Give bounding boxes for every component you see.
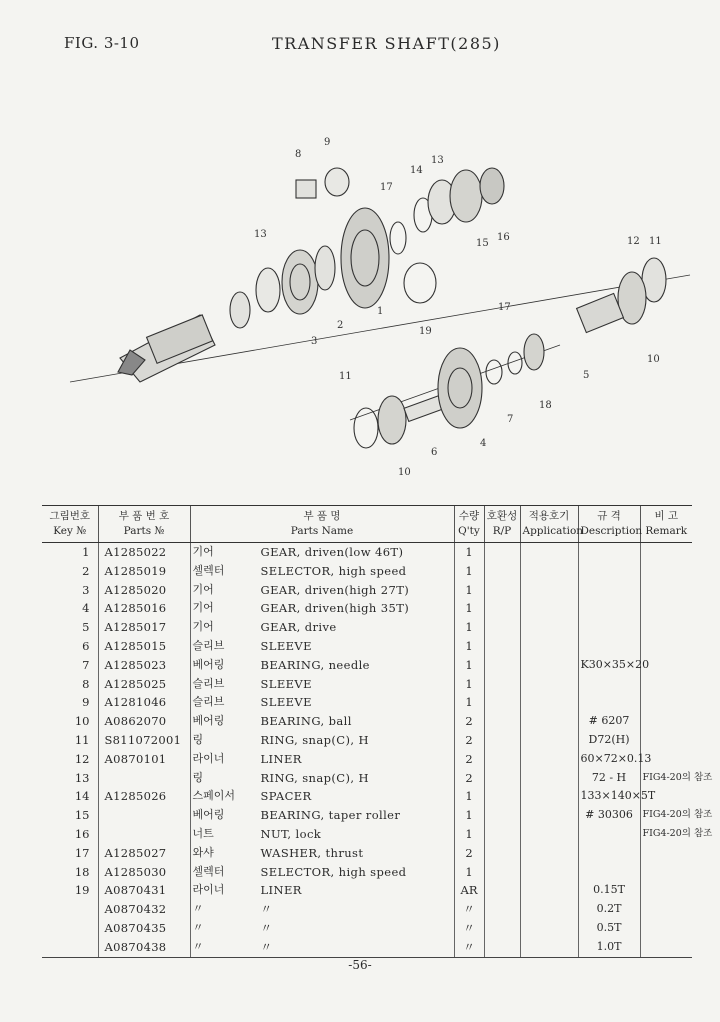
description-cell: 72 - H	[578, 769, 640, 788]
header-key: 그림번호 Key №	[42, 506, 98, 543]
korean-name: 너트	[192, 826, 214, 840]
callout-11: 11	[649, 236, 662, 247]
callout-18: 18	[539, 400, 552, 411]
part-number-cell: A0870431	[98, 881, 190, 900]
table-row	[42, 825, 692, 844]
rp-cell	[484, 881, 520, 900]
name-cell	[190, 769, 454, 788]
description-cell	[578, 693, 640, 712]
application-cell	[520, 806, 578, 825]
application-cell	[520, 656, 578, 675]
rp-cell	[484, 675, 520, 694]
table-row	[42, 543, 692, 562]
name-cell	[190, 562, 454, 581]
remark-cell	[640, 599, 692, 618]
callout-6: 6	[431, 447, 438, 458]
table-row	[42, 938, 692, 957]
korean-name: 링	[192, 732, 204, 746]
callout-12: 12	[627, 236, 640, 247]
table-row	[42, 693, 692, 712]
key-cell: 17	[74, 845, 90, 860]
name-cell	[190, 693, 454, 712]
english-name: 〃	[260, 902, 273, 917]
application-cell	[520, 693, 578, 712]
table-row	[42, 599, 692, 618]
key-cell: 3	[82, 582, 90, 597]
part-number-cell: A1285017	[98, 618, 190, 637]
part-number-cell: S811072001	[98, 731, 190, 750]
application-cell	[520, 675, 578, 694]
callout-17b: 17	[498, 302, 511, 313]
korean-name: 슬리브	[192, 676, 225, 690]
header-remark: 비 고 Remark	[640, 506, 692, 543]
qty-cell: 2	[454, 712, 484, 731]
description-cell: 1.0T	[578, 938, 640, 957]
english-name: SELECTOR, high speed	[260, 864, 407, 879]
header-desc: 규 격 Description	[578, 506, 640, 543]
part-number-cell: A1285019	[98, 562, 190, 581]
name-cell	[190, 618, 454, 637]
exploded-view-diagram	[0, 120, 720, 490]
english-name: WASHER, thrust	[260, 845, 364, 860]
part-number-cell	[98, 806, 190, 825]
header-rp: 호환성 R/P	[484, 506, 520, 543]
parts-table	[42, 505, 713, 958]
english-name: GEAR, driven(low 46T)	[260, 545, 404, 559]
korean-name: 라이너	[192, 751, 225, 765]
qty-cell: 1	[454, 825, 484, 844]
remark-cell	[640, 562, 692, 581]
korean-name: 〃	[192, 902, 204, 916]
application-cell	[520, 750, 578, 769]
callout-10: 10	[647, 354, 660, 365]
rp-cell	[484, 543, 520, 562]
qty-cell: 1	[454, 675, 484, 694]
key-cell: 16	[74, 826, 90, 841]
remark-cell	[640, 938, 692, 957]
part-number-cell: A1285022	[98, 543, 190, 562]
part-number-cell: A0870432	[98, 900, 190, 919]
key-cell: 6	[82, 638, 90, 653]
application-cell	[520, 637, 578, 656]
rp-cell	[484, 750, 520, 769]
key-cell: 4	[82, 601, 90, 616]
remark-cell	[640, 900, 692, 919]
description-cell	[578, 844, 640, 863]
page-number: -56-	[348, 958, 372, 972]
name-cell	[190, 656, 454, 675]
application-cell	[520, 900, 578, 919]
english-name: GEAR, driven(high 35T)	[260, 601, 410, 616]
remark-cell: FIG4-20의 참조	[640, 806, 692, 825]
figure-number: FIG. 3-10	[64, 34, 140, 52]
description-cell: 0.5T	[578, 919, 640, 938]
rp-cell	[484, 844, 520, 863]
application-cell	[520, 863, 578, 882]
rp-cell	[484, 656, 520, 675]
remark-cell	[640, 693, 692, 712]
english-name: GEAR, driven(high 27T)	[260, 582, 410, 597]
application-cell	[520, 844, 578, 863]
key-cell	[42, 919, 98, 938]
table-row	[42, 581, 692, 600]
part-number-cell: A1285026	[98, 787, 190, 806]
key-cell	[42, 938, 98, 957]
qty-cell: 1	[454, 806, 484, 825]
english-name: SLEEVE	[260, 676, 312, 691]
table-row	[42, 806, 692, 825]
key-cell: 19	[74, 883, 90, 898]
english-name: GEAR, drive	[260, 620, 337, 635]
key-cell	[42, 900, 98, 919]
qty-cell: 1	[454, 693, 484, 712]
qty-cell: 1	[454, 656, 484, 675]
key-cell: 8	[82, 676, 90, 691]
remark-cell	[640, 675, 692, 694]
table-row	[42, 618, 692, 637]
application-cell	[520, 599, 578, 618]
name-cell	[190, 787, 454, 806]
page-header	[0, 34, 720, 58]
name-cell	[190, 919, 454, 938]
key-cell: 14	[74, 789, 90, 804]
english-name: SLEEVE	[260, 638, 312, 653]
rp-cell	[484, 731, 520, 750]
application-cell	[520, 938, 578, 957]
table-row	[42, 844, 692, 863]
description-cell	[578, 637, 640, 656]
part-number-cell: A1285027	[98, 844, 190, 863]
name-cell	[190, 825, 454, 844]
header-qty: 수량 Q'ty	[454, 506, 484, 543]
table-row	[42, 900, 692, 919]
korean-name: 기어	[192, 620, 214, 634]
key-cell: 9	[82, 695, 90, 710]
table-row	[42, 637, 692, 656]
name-cell	[190, 881, 454, 900]
description-cell	[578, 825, 640, 844]
english-name: SELECTOR, high speed	[260, 563, 407, 578]
qty-cell: 1	[454, 562, 484, 581]
description-cell	[578, 599, 640, 618]
part-number-cell: A1285016	[98, 599, 190, 618]
part-number-cell	[98, 825, 190, 844]
rp-cell	[484, 787, 520, 806]
callout-10b: 10	[398, 467, 411, 478]
key-cell: 18	[74, 864, 90, 879]
korean-name: 셀렉터	[192, 563, 225, 577]
key-cell: 2	[82, 563, 90, 578]
callout-11b: 11	[339, 371, 352, 382]
description-cell: # 30306	[578, 806, 640, 825]
key-cell: 10	[74, 714, 90, 729]
qty-cell: 〃	[454, 919, 484, 938]
english-name: RING, snap(C), H	[260, 770, 369, 785]
part-number-cell: A1285020	[98, 581, 190, 600]
header-name: 부 품 명 Parts Name	[190, 506, 454, 543]
key-cell: 11	[74, 732, 90, 747]
name-cell	[190, 750, 454, 769]
description-cell	[578, 581, 640, 600]
qty-cell: 1	[454, 863, 484, 882]
table-row	[42, 562, 692, 581]
callout-15: 15	[476, 238, 489, 249]
rp-cell	[484, 581, 520, 600]
qty-cell: 1	[454, 599, 484, 618]
rp-cell	[484, 863, 520, 882]
qty-cell: 1	[454, 637, 484, 656]
rp-cell	[484, 919, 520, 938]
name-cell	[190, 637, 454, 656]
name-cell	[190, 581, 454, 600]
callout-4: 4	[480, 438, 487, 449]
callout-8: 8	[295, 149, 302, 160]
table-row	[42, 881, 692, 900]
description-cell: # 6207	[578, 712, 640, 731]
name-cell	[190, 712, 454, 731]
qty-cell: 〃	[454, 938, 484, 957]
application-cell	[520, 769, 578, 788]
callout-2: 2	[337, 320, 344, 331]
callout-1: 1	[377, 306, 384, 317]
rp-cell	[484, 637, 520, 656]
callout-13: 13	[431, 155, 444, 166]
remark-cell: FIG4-20의 참조	[640, 825, 692, 844]
table-row	[42, 712, 692, 731]
remark-cell	[640, 844, 692, 863]
key-cell: 15	[74, 808, 90, 823]
callout-9: 9	[324, 137, 331, 148]
korean-name: 라이너	[192, 883, 225, 897]
key-cell: 5	[82, 620, 90, 635]
qty-cell: 1	[454, 787, 484, 806]
english-name: RING, snap(C), H	[260, 732, 369, 747]
application-cell	[520, 543, 578, 562]
english-name: 〃	[260, 939, 273, 954]
rp-cell	[484, 562, 520, 581]
application-cell	[520, 919, 578, 938]
korean-name: 슬리브	[192, 638, 225, 652]
qty-cell: 2	[454, 750, 484, 769]
korean-name: 스페이서	[192, 789, 236, 803]
description-cell	[578, 618, 640, 637]
korean-name: 기어	[192, 582, 214, 596]
korean-name: 링	[192, 770, 204, 784]
qty-cell: 2	[454, 769, 484, 788]
page-title: TRANSFER SHAFT(285)	[272, 34, 501, 53]
description-cell: 60×72×0.13	[578, 750, 640, 769]
rp-cell	[484, 618, 520, 637]
header-partno: 부 품 번 호 Parts №	[98, 506, 190, 543]
remark-cell	[640, 881, 692, 900]
name-cell	[190, 731, 454, 750]
application-cell	[520, 712, 578, 731]
korean-name: 기어	[192, 601, 214, 615]
application-cell	[520, 787, 578, 806]
rp-cell	[484, 938, 520, 957]
remark-cell	[640, 618, 692, 637]
callout-17: 17	[380, 182, 393, 193]
description-cell	[578, 562, 640, 581]
description-cell: K30×35×20	[578, 656, 640, 675]
rp-cell	[484, 769, 520, 788]
qty-cell: 2	[454, 731, 484, 750]
name-cell	[190, 543, 454, 562]
english-name: BEARING, ball	[260, 714, 352, 729]
name-cell	[190, 900, 454, 919]
part-number-cell: A1285030	[98, 863, 190, 882]
korean-name: 슬리브	[192, 695, 225, 709]
callout-13b: 13	[254, 229, 267, 240]
callout-16: 16	[497, 232, 510, 243]
header-app: 적용호기 Application	[520, 506, 578, 543]
application-cell	[520, 825, 578, 844]
korean-name: 베어링	[192, 657, 225, 671]
table-row	[42, 919, 692, 938]
name-cell	[190, 599, 454, 618]
callout-7: 7	[507, 414, 514, 425]
description-cell: 133×140×5T	[578, 787, 640, 806]
key-cell: 1	[82, 545, 90, 559]
application-cell	[520, 618, 578, 637]
english-name: 〃	[260, 920, 273, 935]
part-number-cell: A1285025	[98, 675, 190, 694]
name-cell	[190, 938, 454, 957]
table-row	[42, 787, 692, 806]
callout-19: 19	[419, 326, 432, 337]
table-row	[42, 656, 692, 675]
name-cell	[190, 675, 454, 694]
english-name: SPACER	[260, 789, 312, 804]
callout-3: 3	[311, 336, 318, 347]
part-number-cell: A1285023	[98, 656, 190, 675]
description-cell	[578, 863, 640, 882]
english-name: LINER	[260, 751, 302, 766]
korean-name: 기어	[192, 545, 214, 558]
remark-cell	[640, 863, 692, 882]
qty-cell: 1	[454, 581, 484, 600]
remark-cell: FIG4-20의 참조	[640, 769, 692, 788]
table-row	[42, 731, 692, 750]
english-name: LINER	[260, 883, 302, 898]
rp-cell	[484, 693, 520, 712]
table-header-row	[42, 506, 692, 543]
name-cell	[190, 806, 454, 825]
remark-cell	[640, 919, 692, 938]
remark-cell	[640, 581, 692, 600]
name-cell	[190, 844, 454, 863]
english-name: NUT, lock	[260, 826, 322, 841]
korean-name: 와샤	[192, 845, 214, 859]
part-number-cell: A1281046	[98, 693, 190, 712]
korean-name: 〃	[192, 920, 204, 934]
description-cell: 0.15T	[578, 881, 640, 900]
table-row	[42, 750, 692, 769]
qty-cell: 1	[454, 618, 484, 637]
rp-cell	[484, 712, 520, 731]
english-name: BEARING, taper roller	[260, 808, 401, 823]
table-row	[42, 769, 692, 788]
rp-cell	[484, 900, 520, 919]
korean-name: 베어링	[192, 808, 225, 822]
callout-14: 14	[410, 165, 423, 176]
key-cell: 12	[74, 751, 90, 766]
application-cell	[520, 731, 578, 750]
qty-cell: 〃	[454, 900, 484, 919]
remark-cell	[640, 543, 692, 562]
application-cell	[520, 562, 578, 581]
name-cell	[190, 863, 454, 882]
remark-cell	[640, 712, 692, 731]
table-row	[42, 863, 692, 882]
qty-cell: AR	[454, 881, 484, 900]
korean-name: 베어링	[192, 714, 225, 728]
application-cell	[520, 881, 578, 900]
part-number-cell	[98, 769, 190, 788]
korean-name: 셀렉터	[192, 864, 225, 878]
description-cell	[578, 675, 640, 694]
part-number-cell: A0862070	[98, 712, 190, 731]
part-number-cell: A0870101	[98, 750, 190, 769]
qty-cell: 2	[454, 844, 484, 863]
callout-5: 5	[583, 370, 590, 381]
english-name: BEARING, needle	[260, 657, 370, 672]
description-cell: 0.2T	[578, 900, 640, 919]
application-cell	[520, 581, 578, 600]
description-cell	[578, 543, 640, 562]
table-row	[42, 675, 692, 694]
rp-cell	[484, 599, 520, 618]
part-number-cell: A0870435	[98, 919, 190, 938]
part-number-cell: A1285015	[98, 637, 190, 656]
part-number-cell: A0870438	[98, 938, 190, 957]
rp-cell	[484, 825, 520, 844]
remark-cell	[640, 637, 692, 656]
key-cell: 7	[82, 657, 90, 672]
english-name: SLEEVE	[260, 695, 312, 710]
rp-cell	[484, 806, 520, 825]
key-cell: 13	[74, 770, 90, 785]
korean-name: 〃	[192, 939, 204, 953]
description-cell: D72(H)	[578, 731, 640, 750]
qty-cell: 1	[454, 543, 484, 562]
remark-cell	[640, 731, 692, 750]
